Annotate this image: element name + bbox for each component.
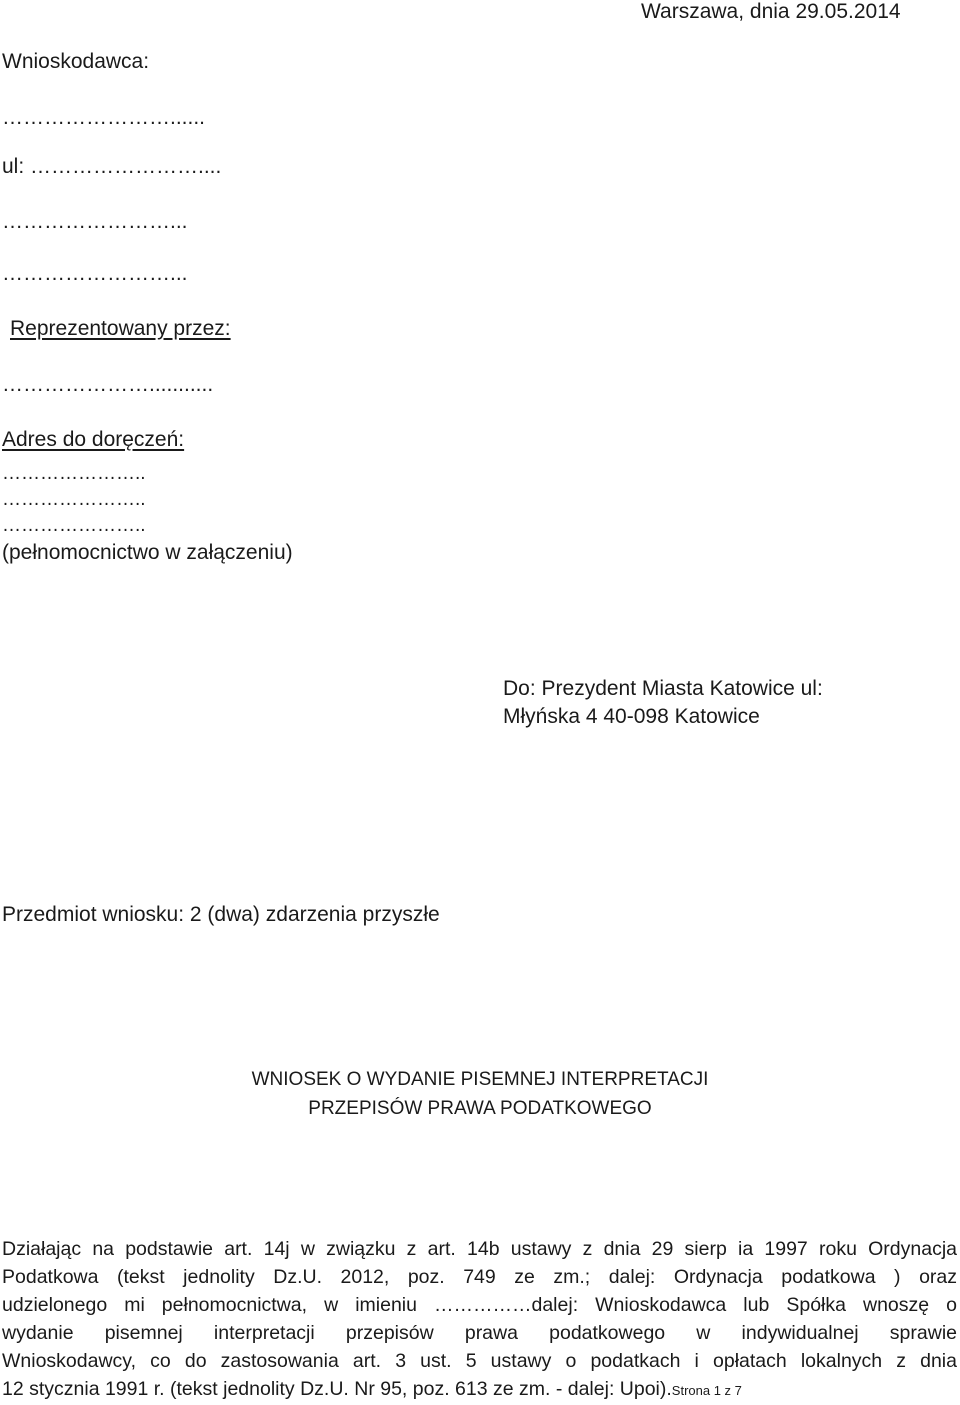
delivery-address-line: ………………….. [2, 515, 146, 536]
represented-by-label: Reprezentowany przez: [10, 317, 231, 340]
body-line: udzielonego mi pełnomocnictwa, w imieniu ……………dalej: Wnioskodawca lub Spółka wnoszę o [2, 1294, 957, 1316]
body-line: 12 stycznia 1991 r. (tekst jednolity Dz.U. Nr 95, poz. 613 ze zm. - dalej: Upoi). [2, 1378, 672, 1400]
subject-line: Przedmiot wniosku: 2 (dwa) zdarzenia przyszłe [2, 903, 440, 926]
body-line: Podatkowa (tekst jednolity Dz.U. 2012, poz. 749 ze zm.; dalej: Ordynacja podatkowa ) oraz [2, 1266, 957, 1288]
delivery-address-line: ………………….. [2, 489, 146, 510]
body-line: wydanie pisemnej interpretacji przepisów prawa podatkowego w indywidualnej sprawie [2, 1322, 957, 1344]
recipient-line: Do: Prezydent Miasta Katowice ul: [503, 677, 823, 700]
power-of-attorney-note: (pełnomocnictwo w załączeniu) [2, 541, 293, 564]
document-title: PRZEPISÓW PRAWA PODATKOWEGO [308, 1098, 652, 1119]
applicant-address-line: ……………………... [2, 210, 188, 233]
delivery-address-line: ………………….. [2, 463, 146, 484]
applicant-name-line: ……………………...... [2, 106, 206, 129]
body-line: Wnioskodawcy, co do zastosowania art. 3 ust. 5 ustawy o podatkach i opłatach lokalnych z dnia [2, 1350, 957, 1372]
page-number: Strona 1 z 7 [671, 1383, 742, 1398]
body-line: Działając na podstawie art. 14j w związku z art. 14b ustawy z dnia 29 sierp ia 1997 roku Ordynacja [2, 1238, 957, 1260]
applicant-label: Wnioskodawca: [2, 50, 150, 73]
applicant-address-line: ……………………... [2, 262, 188, 285]
applicant-street: ul: …………………….... [2, 155, 222, 178]
representative-line: …………………........... [2, 373, 214, 396]
document-title: WNIOSEK O WYDANIE PISEMNEJ INTERPRETACJI [251, 1069, 709, 1090]
place-date: Warszawa, dnia 29.05.2014 [641, 0, 901, 23]
recipient-line: Młyńska 4 40-098 Katowice [503, 705, 760, 728]
delivery-address-label: Adres do doręczeń: [2, 428, 185, 451]
